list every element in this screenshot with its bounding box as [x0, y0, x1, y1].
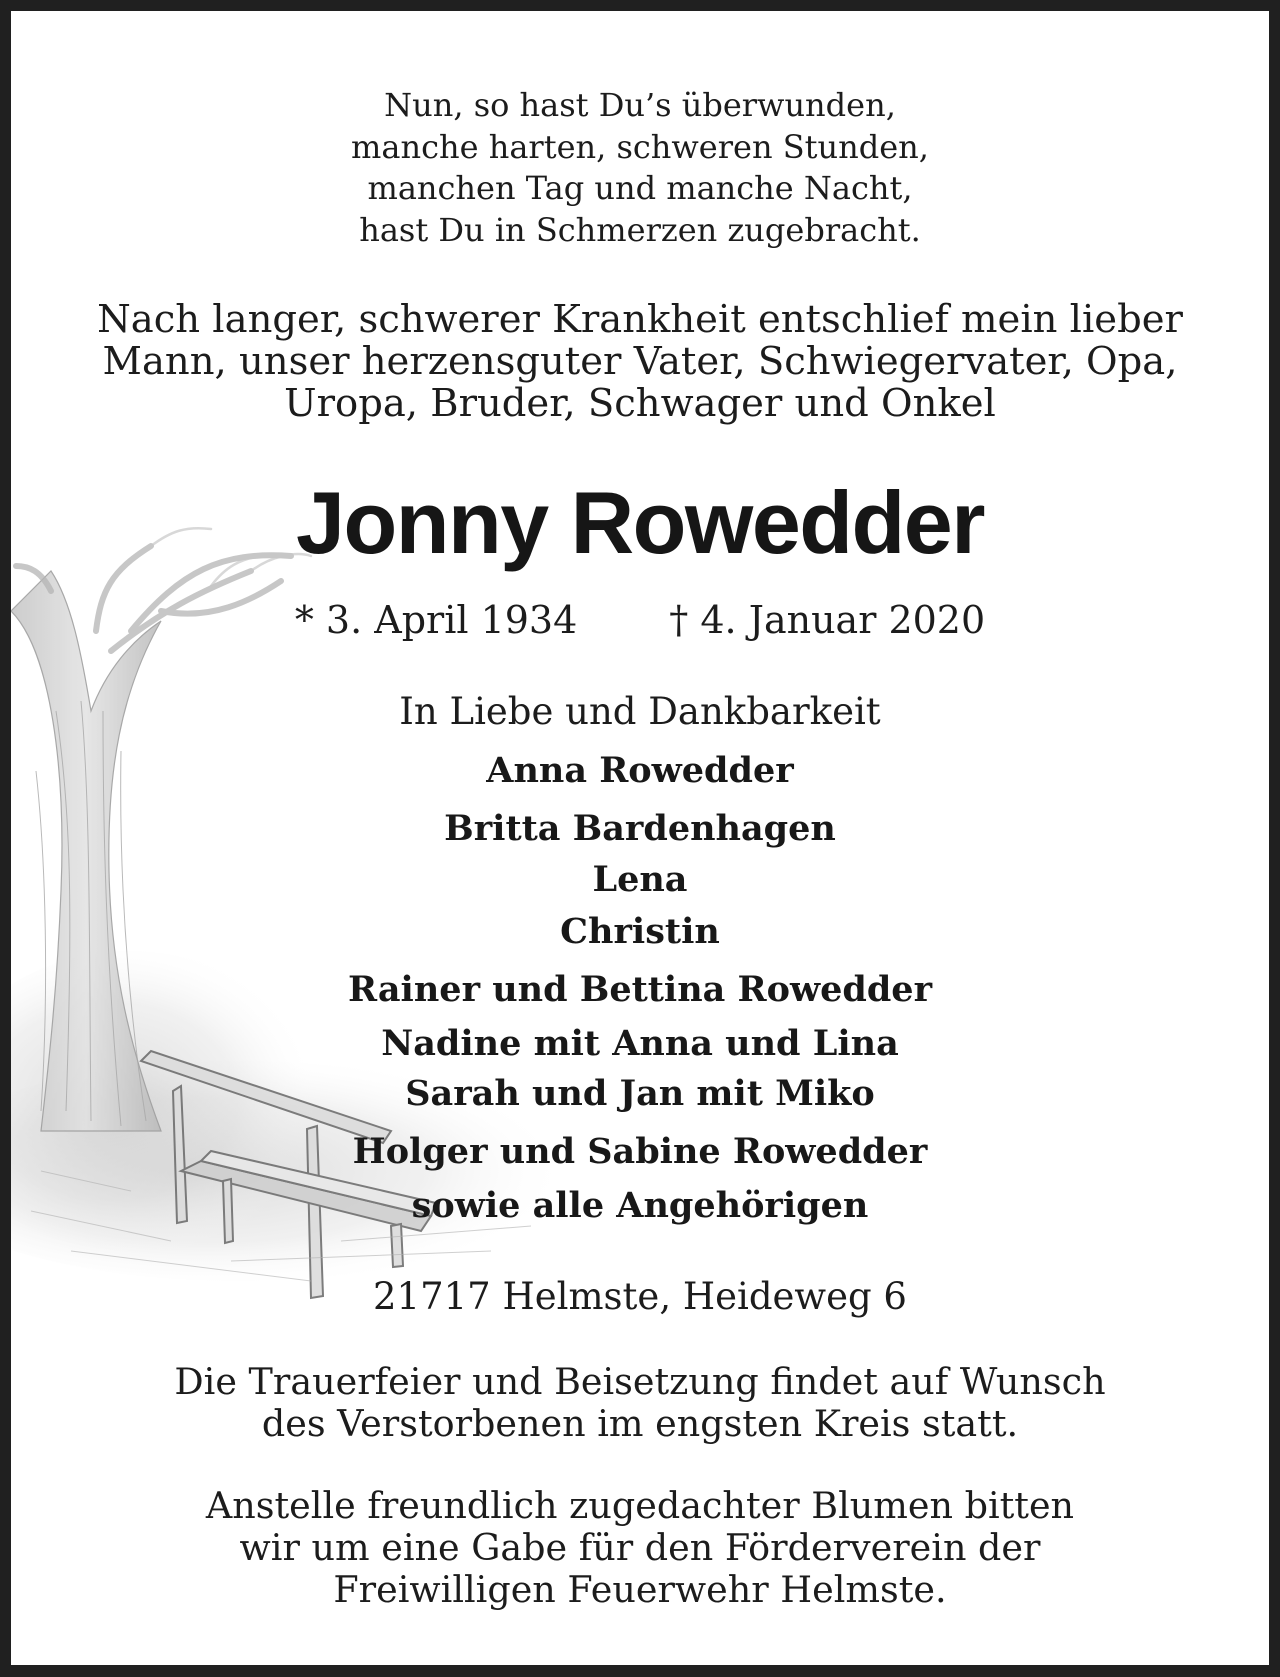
intro-line: Mann, unser herzensguter Vater, Schwiegervater, Opa, — [102, 339, 1178, 384]
donation-line: Freiwilligen Feuerwehr Helmste. — [333, 1568, 947, 1611]
death-date: † 4. Januar 2020 — [669, 598, 986, 642]
mourners-intro: In Liebe und Dankbarkeit — [399, 690, 881, 733]
notice-text — [11, 11, 1269, 1665]
life-dates — [11, 598, 1269, 642]
mourner-name: Rainer und Bettina Rowedder — [347, 969, 933, 1010]
intro-line: Uropa, Bruder, Schwager und Onkel — [284, 381, 996, 426]
address: 21717 Helmste, Heideweg 6 — [373, 1275, 907, 1318]
deceased-name: Jonny Rowedder — [296, 473, 984, 572]
mourner-name: Christin — [560, 911, 720, 952]
ceremony-line: Die Trauerfeier und Beisetzung findet auf Wunsch — [174, 1360, 1106, 1403]
mourner-name: sowie alle Angehörigen — [411, 1185, 869, 1226]
birth-date: * 3. April 1934 — [294, 598, 578, 642]
intro-line: Nach langer, schwerer Krankheit entschlief mein lieber — [97, 297, 1183, 342]
mourner-name: Holger und Sabine Rowedder — [352, 1131, 928, 1172]
verse-line: Nun, so hast Du’s überwunden, — [384, 86, 896, 124]
mourner-name: Britta Bardenhagen — [444, 808, 836, 849]
mourner-name: Anna Rowedder — [486, 750, 794, 791]
ceremony-line: des Verstorbenen im engsten Kreis statt. — [261, 1402, 1019, 1445]
donation-line: wir um eine Gabe für den Förderverein der — [239, 1526, 1041, 1569]
mourner-name: Sarah und Jan mit Miko — [405, 1073, 875, 1114]
donation-line: Anstelle freundlich zugedachter Blumen bitten — [205, 1484, 1075, 1527]
verse-line: manchen Tag und manche Nacht, — [367, 169, 913, 207]
mourner-name: Nadine mit Anna und Lina — [381, 1023, 899, 1064]
verse-line: hast Du in Schmerzen zugebracht. — [359, 211, 921, 249]
verse-line: manche harten, schweren Stunden, — [351, 128, 929, 166]
mourner-name: Lena — [592, 859, 688, 900]
